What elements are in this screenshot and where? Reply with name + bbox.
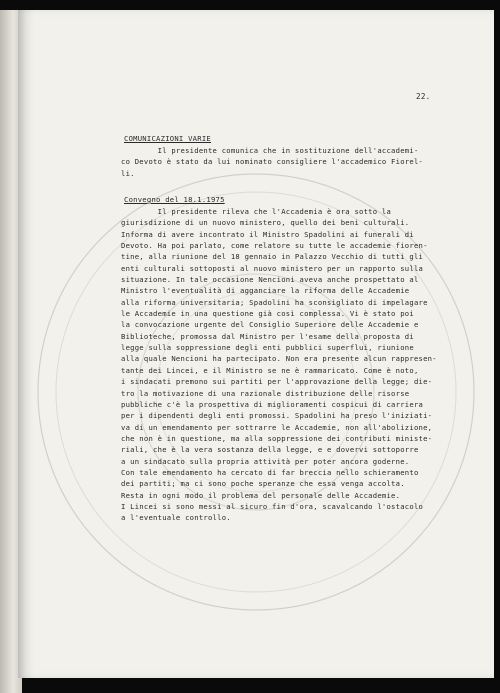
text-line: giurisdizione di un nuovo ministero, quello dei beni culturali. <box>121 218 410 228</box>
text-line: Resta in ogni modo il problema del personale delle Accademie. <box>121 490 401 500</box>
text-line: le Accademie in una questione già così complessa. Vi è stato poi <box>121 309 414 319</box>
text-line: li. <box>121 168 135 178</box>
text-line: tine, alla riunione del 18 gennaio in Palazzo Vecchio di tutti gli <box>121 252 424 262</box>
text-line: riali, che è la vera sostanza della legge, e e dovervi sottoporre <box>121 445 419 455</box>
document-text <box>18 10 494 678</box>
text-line: tante dei Lincei, e il Ministro se ne è rammaricato. Come è noto, <box>121 365 419 375</box>
text-line: Con tale emendamento ha cercato di far breccia nello schieramento <box>121 467 419 477</box>
text-line: i sindacati premono sui partiti per l'approvazione della legge; die- <box>121 377 433 387</box>
text-line: alla quale Nencioni ha partecipato. Non era presente alcun rappresen- <box>121 354 437 364</box>
text-line: Il presidente rileva che l'Accademia è ora sotto la <box>121 207 392 216</box>
text-line: Il presidente comunica che in sostituzione dell'accademi- <box>121 146 419 155</box>
text-line: Ministro l'eventualità di agganciare la riforma delle Accademie <box>121 286 410 296</box>
text-line: la convocazione urgente del Consiglio Superiore delle Accademie e <box>121 320 419 330</box>
text-line: legge sulla soppressione degli enti pubblici superflui, riunione <box>121 343 414 353</box>
text-line: alla riforma universitaria; Spadolini ha sconsigliato di impelagare <box>121 297 428 307</box>
text-line: tro la motivazione di una razionale distribuzione delle risorse <box>121 388 410 398</box>
page-number: 22. <box>416 92 431 101</box>
text-line: a un sindacato sulla propria attività per poter ancora goderne. <box>121 456 410 466</box>
section-body-comunicazioni <box>121 145 451 179</box>
text-line: Devoto. Ha poi parlato, come relatore su tutte le accademie fioren- <box>121 241 428 251</box>
text-line: co Devoto è stato da lui nominato consigliere l'accademico Fiorel- <box>121 157 424 167</box>
section-heading-convegno: Convegno del 18.1.1975 <box>124 195 225 204</box>
text-line: situazione. In tale occasione Nencioni aveva anche prospettato al <box>121 275 419 285</box>
text-line: va di un emendamento per sottrarre le Accademie, non all'abolizione, <box>121 422 433 432</box>
text-line: I Lincei si sono messi al sicuro fin d'ora, scavalcando l'ostacolo <box>121 501 424 511</box>
text-line: dei partiti; ma ci sono poche speranze che essa venga accolta. <box>121 479 405 489</box>
document-page <box>18 10 494 678</box>
text-line: Informa di avere incontrato il Ministro Spadolini ai funerali di <box>121 229 414 239</box>
text-line: enti culturali sottoposti al nuovo ministero per un rapporto sulla <box>121 263 424 273</box>
text-line: Biblioteche, promossa dal Ministro per l'esame della proposta di <box>121 331 414 341</box>
section-heading-comunicazioni: COMUNICAZIONI VARIE <box>124 134 211 143</box>
section-body-convegno <box>121 206 451 524</box>
text-line: che non è in questione, ma alla soppressione dei contributi ministe- <box>121 433 433 443</box>
text-line: per i dipendenti degli enti promossi. Spadolini ha preso l'iniziati- <box>121 411 433 421</box>
text-line: pubbliche c'è la prospettiva di miglioramenti cospicui di carriera <box>121 399 424 409</box>
text-line: a l'eventuale controllo. <box>121 513 231 523</box>
